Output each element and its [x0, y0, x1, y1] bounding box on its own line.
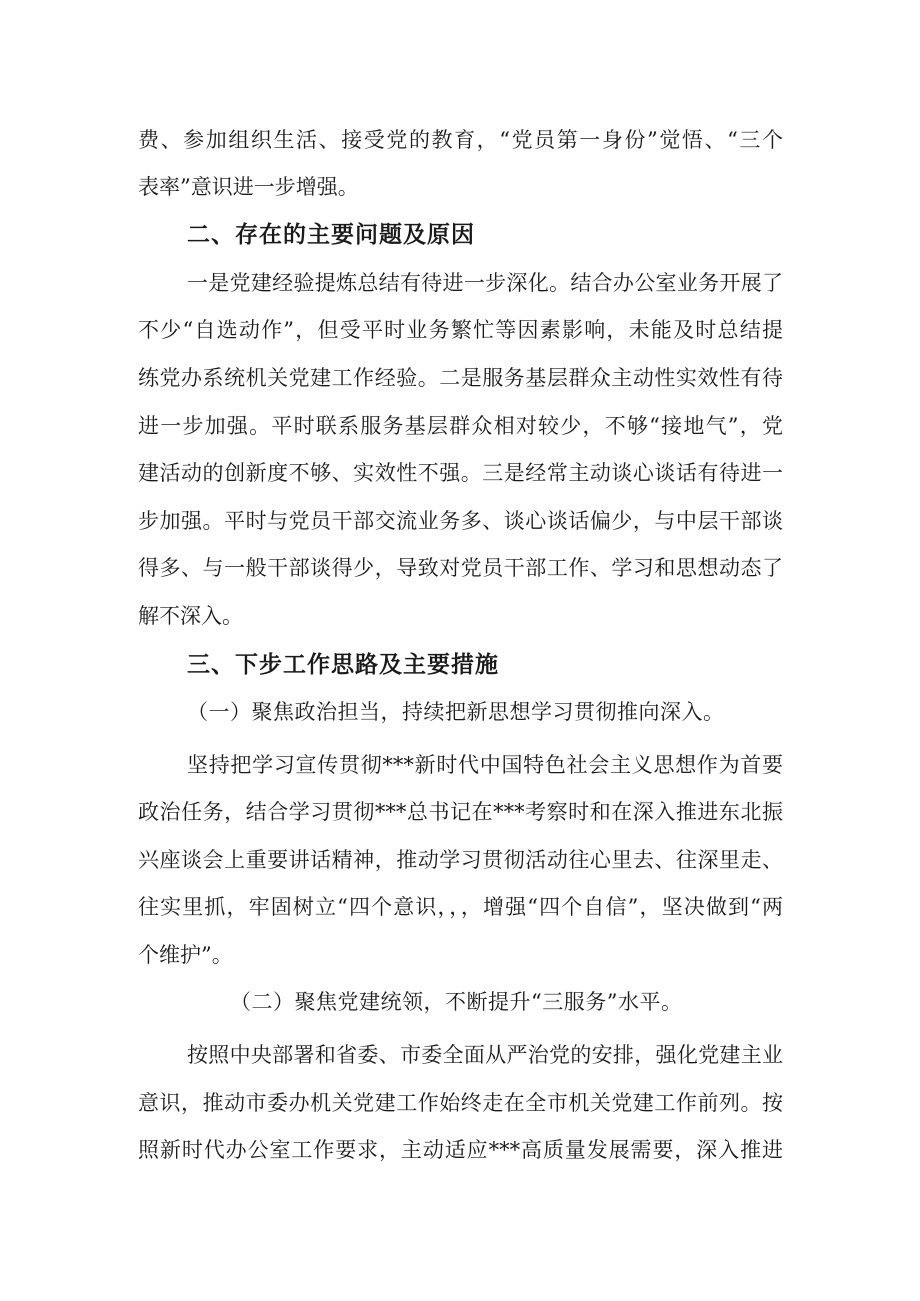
paragraph-text: 不少“自选动作”，但受平时业务繁忙等因素影响，未能及时总结提	[138, 318, 783, 342]
paragraph-text: 解不深入。	[138, 604, 243, 628]
paragraph-text: 费、参加组织生活、接受党的教育，“党员第一身份”觉悟、“三个	[138, 128, 783, 152]
subsection-heading-text: （一）聚焦政治担当，持续把新思想学习贯彻推向深入。	[187, 700, 725, 724]
paragraph-text: 步加强。平时与党员干部交流业务多、谈心谈话偏少，与中层干部谈	[138, 509, 783, 533]
paragraph-text: 按照中央部署和省委、市委全面从严治党的安排，强化党建主业	[187, 1043, 783, 1067]
paragraph-text: 一是党建经验提炼总结有待进一步深化。结合办公室业务开展了	[187, 271, 783, 295]
paragraph-text: 个维护”。	[138, 943, 233, 967]
section-heading-text: 二、存在的主要问题及原因	[187, 222, 475, 248]
paragraph-text: 意识，推动市委办机关党建工作始终走在全市机关党建工作前列。按	[138, 1091, 783, 1115]
paragraph-text: 建活动的创新度不够、实效性不强。三是经常主动谈心谈话有待进一	[138, 461, 783, 485]
section-heading-text: 三、下步工作思路及主要措施	[187, 652, 499, 678]
subsection-heading-text: （二）聚焦党建统领，不断提升“三服务”水平。	[230, 990, 683, 1014]
paragraph-text: 往实里抓，牢固树立“四个意识，，，增强“四个自信”，坚决做到“两	[138, 895, 783, 919]
paragraph-text: 照新时代办公室工作要求，主动适应***高质量发展需要，深入推进	[138, 1138, 783, 1162]
paragraph-text: 表率”意识进一步增强。	[138, 175, 359, 199]
paragraph-text: 兴座谈会上重要讲话精神，推动学习贯彻活动往心里去、往深里走、	[138, 848, 783, 872]
paragraph-text: 坚持把学习宣传贯彻***新时代中国特色社会主义思想作为首要	[187, 753, 783, 777]
paragraph-text: 得多、与一般干部谈得少，导致对党员干部工作、学习和思想动态了	[138, 556, 783, 580]
paragraph-text: 练党办系统机关党建工作经验。二是服务基层群众主动性实效性有待	[138, 366, 783, 390]
paragraph-text: 进一步加强。平时联系服务基层群众相对较少，不够“接地气”，党	[138, 414, 783, 438]
paragraph-text: 政治任务，结合学习贯彻***总书记在***考察时和在深入推进东北振	[138, 800, 783, 824]
